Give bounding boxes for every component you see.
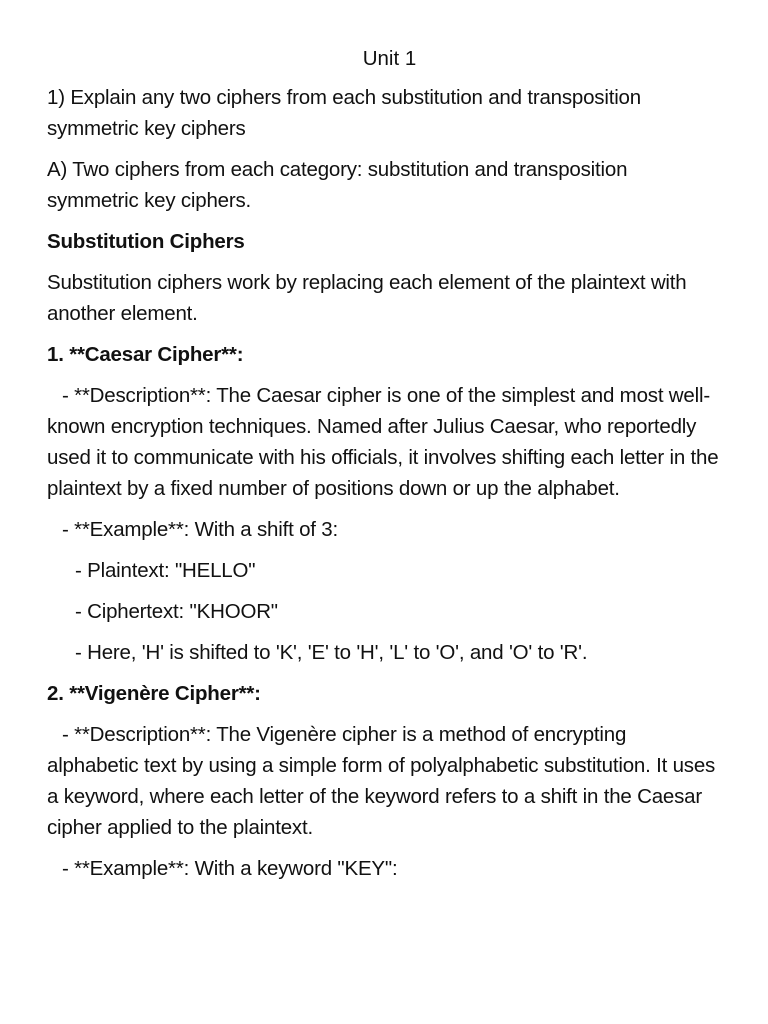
section-heading: Substitution Ciphers xyxy=(47,230,245,253)
vigenere-description: - **Description**: The Vigenère cipher is a method of encrypting alphabetic text by using a simple form of polyalphabetic substitution. It uses a keyword, where each letter of the keyword refers to a shift in the Caesar cipher applied to the plaintext. xyxy=(47,723,716,839)
caesar-explanation: - Here, 'H' is shifted to 'K', 'E' to 'H', 'L' to 'O', and 'O' to 'R'. xyxy=(75,641,588,664)
caesar-description: - **Description**: The Caesar cipher is one of the simplest and most well-known encryption techniques. Named after Julius Caesar, who reportedly used it to communicate with his officials, it involves shifting each letter in the plaintext by a fixed number of positions down or up the alphabet. xyxy=(47,384,719,500)
caesar-plaintext: - Plaintext: "HELLO" xyxy=(75,559,256,582)
vigenere-heading: 2. **Vigenère Cipher**: xyxy=(47,682,261,705)
section-intro: Substitution ciphers work by replacing each element of the plaintext with another element. xyxy=(47,271,687,325)
caesar-example: - **Example**: With a shift of 3: xyxy=(62,518,338,541)
page-title: Unit 1 xyxy=(362,47,417,70)
vigenere-example: - **Example**: With a keyword "KEY": xyxy=(62,857,398,880)
caesar-ciphertext: - Ciphertext: "KHOOR" xyxy=(75,600,278,623)
question-text: 1) Explain any two ciphers from each substitution and transposition symmetric key ciphers xyxy=(47,86,641,140)
answer-intro: A) Two ciphers from each category: substitution and transposition symmetric key ciphers. xyxy=(47,158,628,212)
caesar-heading: 1. **Caesar Cipher**: xyxy=(47,343,244,366)
